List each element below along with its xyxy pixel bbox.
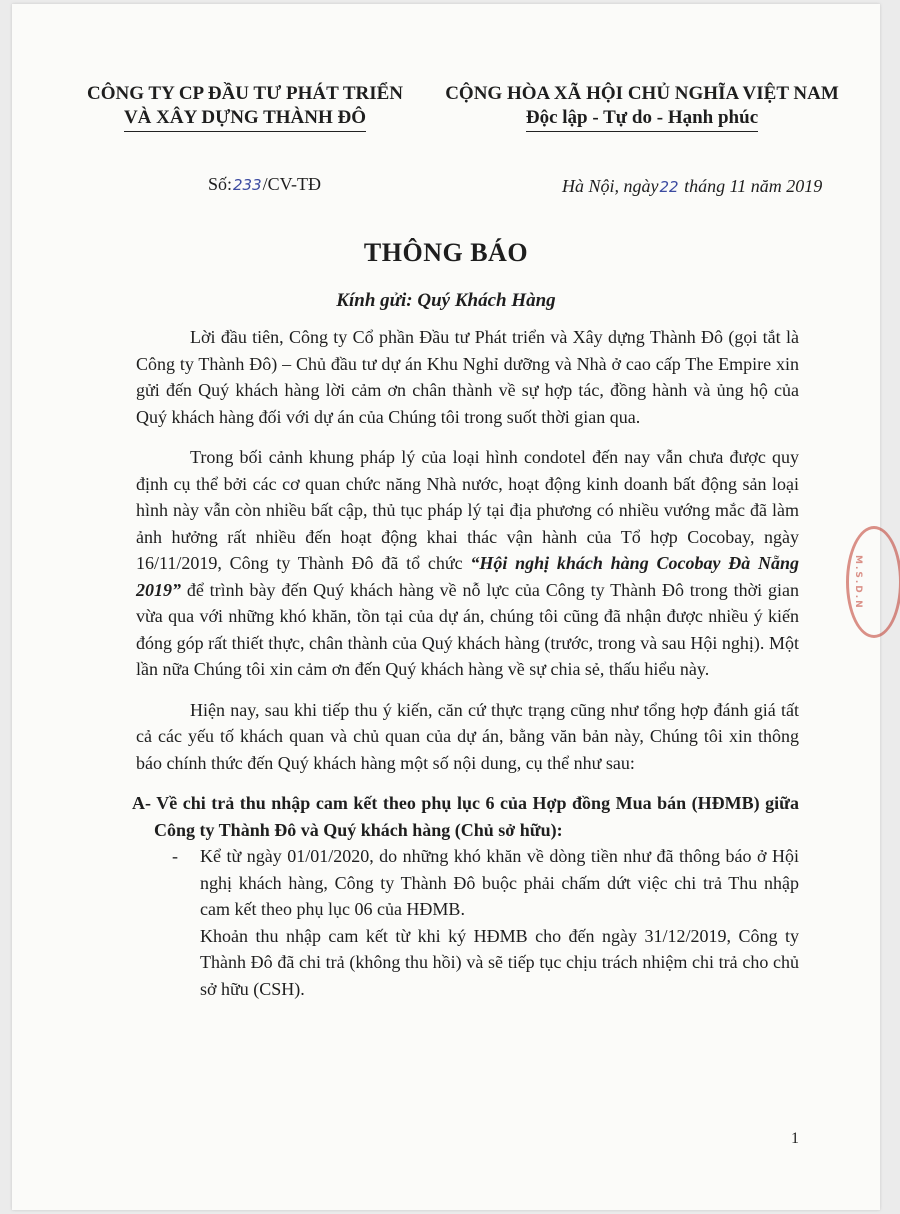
salutation: Kính gửi: Quý Khách Hàng bbox=[336, 290, 556, 311]
page-number: 1 bbox=[791, 1130, 799, 1147]
paragraph-1: Lời đầu tiên, Công ty Cổ phần Đầu tư Phát triển và Xây dựng Thành Đô (gọi tắt là Công ty Thành Đô) – Chủ đầu tư dự án Khu Nghỉ dưỡng và Nhà ở cao cấp The Empire xin gửi đến Quý khách hàng lời cảm ơn chân thành về sự hợp tác, đồng hành và ủng hộ của Quý khách hàng đối với dự án của Chúng tôi trong suốt thời gian qua. bbox=[136, 327, 799, 427]
ref-suffix: /CV-TĐ bbox=[262, 174, 321, 194]
ref-prefix: Số: bbox=[208, 174, 233, 194]
section-a-heading: A- Về chi trả thu nhập cam kết theo phụ lục 6 của Hợp đồng Mua bán (HĐMB) giữa Công ty Thành Đô và Quý khách hàng (Chủ sở hữu): bbox=[132, 793, 799, 840]
date-suffix: tháng 11 năm 2019 bbox=[684, 176, 823, 196]
organization-name bbox=[80, 82, 410, 132]
ref-number-handwritten: 233 bbox=[233, 176, 262, 194]
event-name: “Hội nghị khách hàng Cocobay Đà Nẵng 2019” bbox=[136, 553, 799, 600]
date-day-handwritten: 22 bbox=[659, 178, 679, 196]
nation-motto: Độc lập - Tự do - Hạnh phúc bbox=[526, 106, 758, 132]
paragraph-2-part-a: Trong bối cảnh khung pháp lý của loại hình condotel đến nay vẫn chưa được quy định cụ thể bởi các cơ quan chức năng Nhà nước, hoạt động kinh doanh bất động sản loại hình này vẫn còn nhiều bất cập, thủ tục pháp lý tại địa phương có nhiều vướng mắc đã làm ảnh hưởng rất nhiều đến hoạt động khai thác vận hành của Tổ hợp Cocobay, ngày 16/11/2019, Công ty Thành Đô đã tổ chức bbox=[136, 447, 799, 573]
nation-line-1: CỘNG HÒA XÃ HỘI CHỦ NGHĨA VIỆT NAM bbox=[445, 83, 839, 104]
org-line-2: VÀ XÂY DỰNG THÀNH ĐÔ bbox=[124, 106, 366, 132]
paragraph-2-part-b: để trình bày đến Quý khách hàng về nỗ lực của Công ty Thành Đô trong thời gian vừa qua với những khó khăn, tồn tại của dự án, chúng tôi cũng đã nhận được nhiều ý kiến đóng góp rất thiết thực, chân thành của Quý khách hàng (trước, trong và sau Hội nghị). Một lần nữa Chúng tôi xin cảm ơn đến Quý khách hàng về sự chia sẻ, thấu hiểu này. bbox=[136, 579, 799, 679]
reference-number bbox=[208, 174, 321, 195]
date-prefix: Hà Nội, ngày bbox=[562, 176, 659, 196]
document-title: THÔNG BÁO bbox=[363, 238, 529, 267]
red-seal-stamp bbox=[846, 526, 900, 638]
document-page bbox=[12, 4, 880, 1210]
paragraph-3: Hiện nay, sau khi tiếp thu ý kiến, căn cứ thực trạng cũng như tổng hợp đánh giá tất cả các yếu tố khách quan và chủ quan của dự án, bằng văn bản này, Chúng tôi xin thông báo chính thức đến Quý khách hàng một số nội dung, cụ thể như sau: bbox=[136, 699, 799, 773]
section-a-bullet-1-continuation: Khoản thu nhập cam kết từ khi ký HĐMB cho đến ngày 31/12/2019, Công ty Thành Đô đã chi trả (không thu hồi) và sẽ tiếp tục chịu trách nhiệm chi trả cho chủ sở hữu (CSH). bbox=[200, 925, 799, 999]
bullet-dash: - bbox=[172, 846, 178, 866]
document-header bbox=[12, 82, 880, 142]
paragraph-2 bbox=[136, 444, 799, 683]
stamp-text: M.S.D.N bbox=[853, 554, 863, 610]
org-line-1: CÔNG TY CP ĐẦU TƯ PHÁT TRIỂN bbox=[86, 83, 403, 104]
document-body bbox=[132, 324, 799, 1002]
section-a-bullet-1 bbox=[136, 843, 799, 923]
national-heading bbox=[432, 82, 852, 132]
bullet-1-text: Kể từ ngày 01/01/2020, do những khó khăn về dòng tiền như đã thông báo ở Hội nghị khách hàng, Công ty Thành Đô buộc phải chấm dứt việc chi trả Thu nhập cam kết theo phụ lục 06 của HĐMB. bbox=[200, 846, 799, 919]
document-date bbox=[562, 176, 822, 197]
